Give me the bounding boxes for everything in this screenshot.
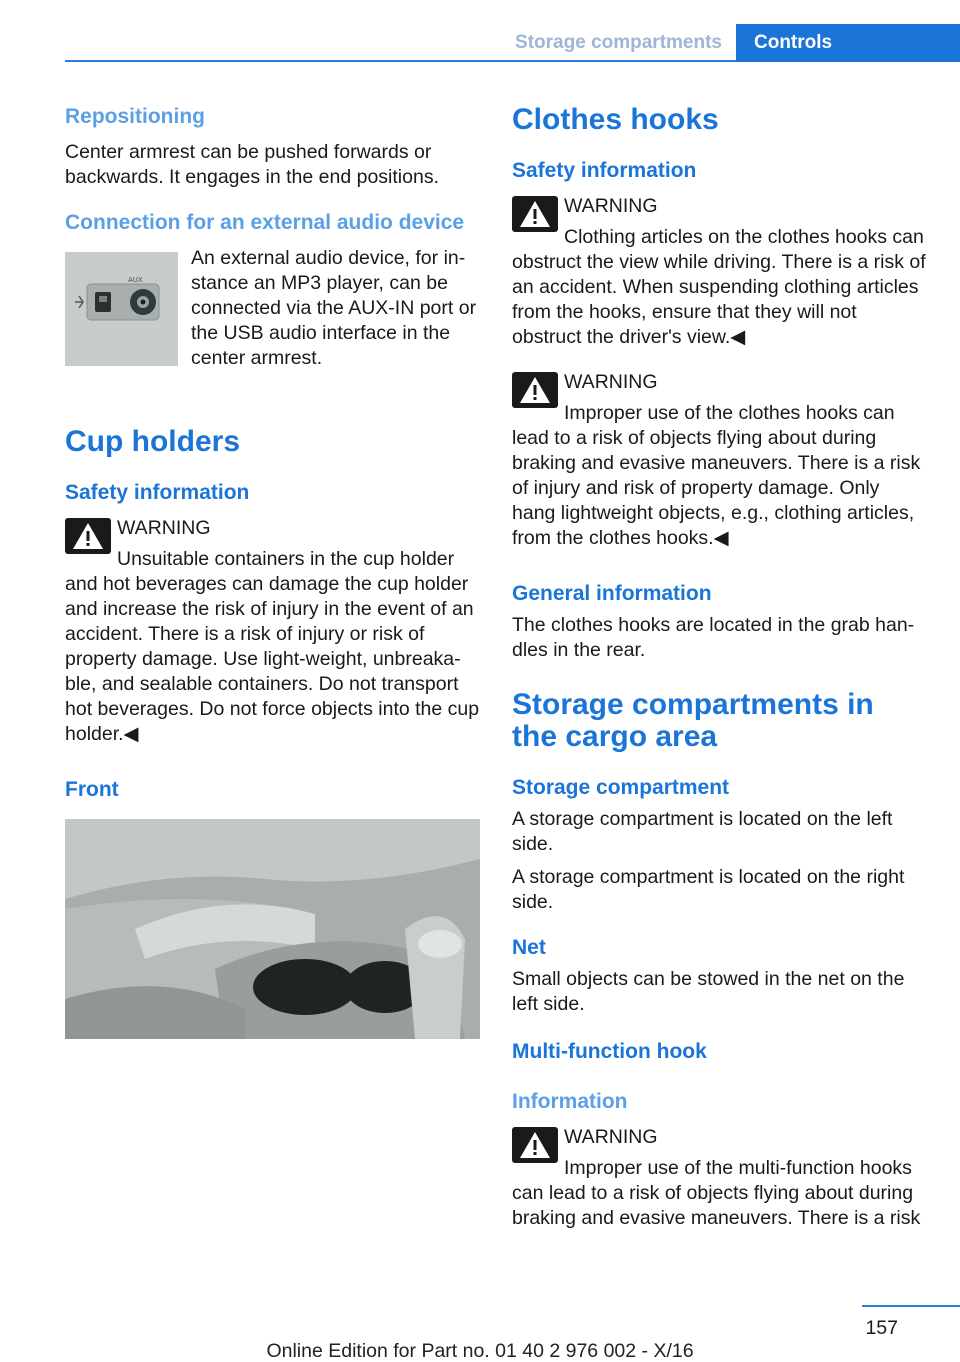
- aux-heading: Connection for an external audio device: [65, 211, 465, 234]
- multi-function-hook-heading: Multi-function hook: [512, 1040, 707, 1063]
- front-heading: Front: [65, 778, 119, 801]
- storage-text-right: A storage compartment is located on the right side.: [512, 866, 905, 913]
- warning-1-text: Clothing articles on the clothes hooks can obstruct the view while driving. There is a risk of an accident. When suspending clothing articles from the hooks, ensure that they will not obstruct the driver's view.◀: [512, 226, 926, 348]
- right-column: [512, 100, 927, 1231]
- information-heading: Information: [512, 1090, 628, 1113]
- warning-triangle-icon: [512, 1127, 558, 1163]
- cup-warning-label: WARNING: [117, 517, 211, 539]
- page-number: 157: [865, 1317, 898, 1339]
- footer-rule: [862, 1305, 960, 1307]
- net-heading: Net: [512, 936, 546, 959]
- cargo-storage-heading: Storage compartments in the cargo area: [512, 688, 874, 753]
- multi-hook-warning: [512, 1125, 927, 1231]
- repositioning-text: Center armrest can be pushed forwards or backwards. It engages in the end positions.: [65, 141, 439, 188]
- svg-text:AUX: AUX: [128, 276, 143, 284]
- left-column: [65, 100, 480, 1039]
- cup-warning: [65, 516, 480, 747]
- warning-2-label: WARNING: [564, 371, 658, 393]
- header-chapter-tab[interactable]: Controls: [736, 24, 960, 62]
- warning-1-label: WARNING: [564, 195, 658, 217]
- cup-holders-heading: Cup holders: [65, 425, 241, 458]
- edition-footer: Online Edition for Part no. 01 40 2 976 002 - X/16: [266, 1340, 694, 1362]
- general-info-text: The clothes hooks are located in the grab han‐dles in the rear.: [512, 614, 915, 661]
- hooks-safety-heading: Safety information: [512, 159, 697, 182]
- aux-text: An external audio device, for in‐stance an MP3 player, can be connected via the AUX-IN port or the USB audio interface in the center armrest.: [191, 247, 477, 369]
- hooks-warning-1: [512, 194, 927, 350]
- repositioning-heading: Repositioning: [65, 105, 205, 128]
- hooks-warning-2: [512, 370, 927, 551]
- storage-text-left: A storage compartment is located on the left side.: [512, 808, 893, 855]
- warning-triangle-icon: [65, 518, 111, 554]
- cup-safety-heading: Safety information: [65, 481, 250, 504]
- warning-2-text: Improper use of the clothes hooks can lead to a risk of objects flying about during braking and evasive maneuvers. There is a risk of injury and risk of property damage. Only hang lightweight objects, e.g., clothing articles, from the clothes hooks.◀: [512, 402, 921, 549]
- warning-3-text: Improper use of the multi-function hooks can lead to a risk of objects flying about during braking and evasive maneuvers. There is a risk: [512, 1157, 921, 1229]
- header-section-title: Storage compartments: [515, 32, 722, 53]
- header-rule: [65, 60, 736, 62]
- cup-holder-image: [65, 819, 480, 1039]
- aux-usb-port-image: [65, 252, 178, 366]
- net-text: Small objects can be stowed in the net on the left side.: [512, 968, 905, 1015]
- warning-3-label: WARNING: [564, 1126, 658, 1148]
- warning-triangle-icon: [512, 196, 558, 232]
- warning-triangle-icon: [512, 372, 558, 408]
- storage-compartment-heading: Storage compartment: [512, 776, 730, 799]
- general-info-heading: General information: [512, 582, 712, 605]
- cup-warning-text: Unsuitable containers in the cup holder and hot beverages can damage the cup holder and increase the risk of injury in the event of an accident. There is a risk of injury or risk of property damage. Use light-weight, unbreaka‐ble, and sealable containers. Do not transport hot beverages. Do not force objects into the cup holder.◀: [65, 548, 480, 745]
- aux-block: [65, 246, 480, 369]
- clothes-hooks-heading: Clothes hooks: [512, 103, 719, 136]
